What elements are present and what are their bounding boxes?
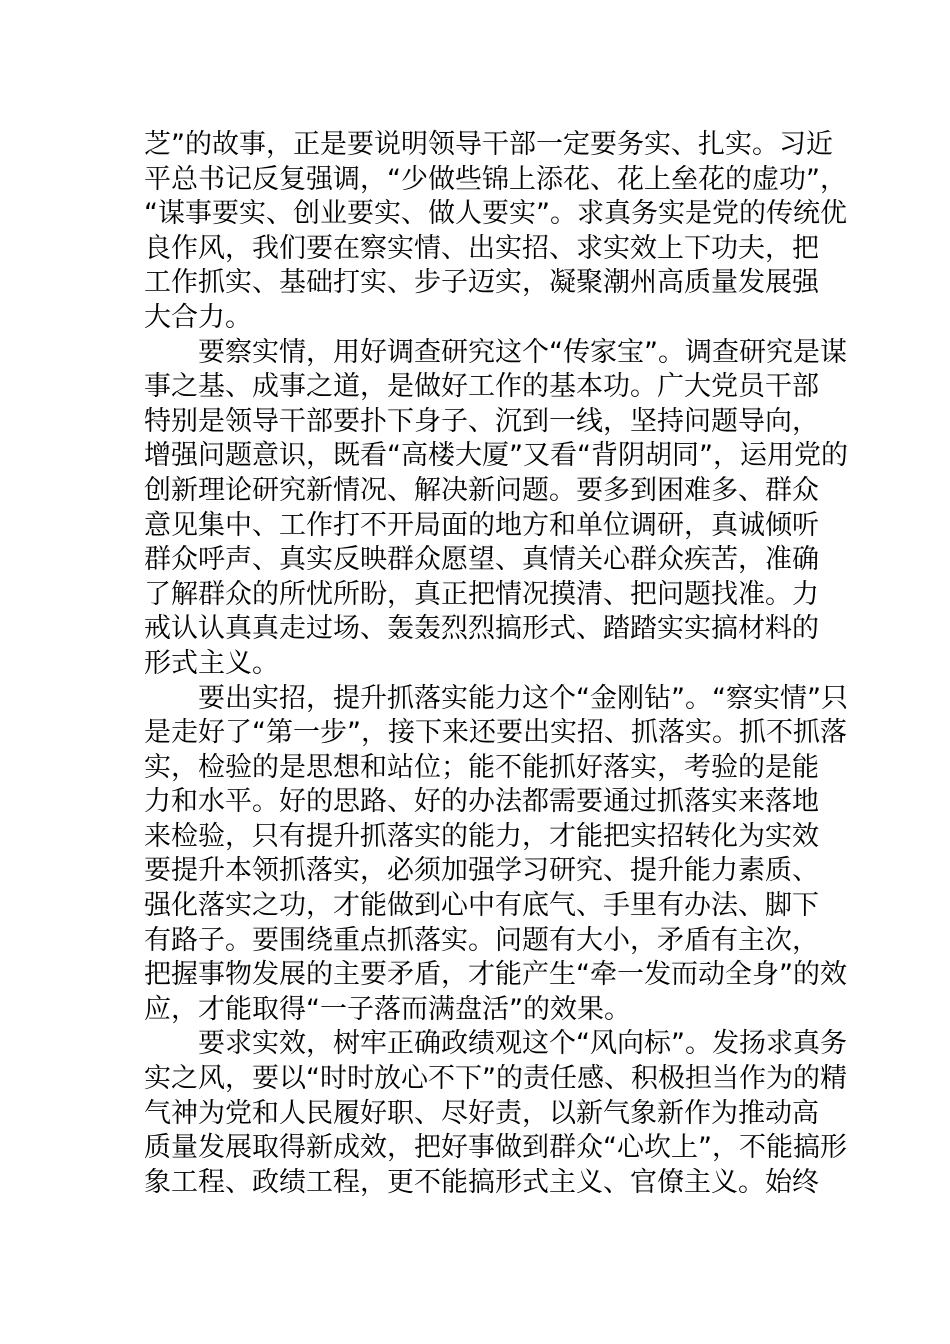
text-line: 实之风，要以“时时放心不下”的责任感、积极担当作为的精 [144, 1063, 847, 1095]
text-line: 强化落实之功，才能做到心中有底气、手里有办法、脚下 [144, 890, 819, 922]
text-line: 大合力。 [144, 301, 252, 333]
text-line: 事之基、成事之道，是做好工作的基本功。广大党员干部 [144, 371, 819, 403]
text-line: 力和水平。好的思路、好的办法都需要通过抓落实来落地 [144, 786, 819, 818]
text-line: 实，检验的是思想和站位；能不能抓好落实，考验的是能 [144, 751, 819, 783]
text-line: 要提升本领抓落实，必须加强学习研究、提升能力素质、 [144, 855, 819, 887]
text-line: 象工程、政绩工程，更不能搞形式主义、官僚主义。始终 [144, 1166, 819, 1198]
paragraph-4 [144, 1027, 847, 1200]
text-line: “谋事要实、创业要实、做人要实”。求真务实是党的传统优 [144, 198, 847, 230]
document-body [144, 128, 848, 1200]
text-line: 了解群众的所忧所盼，真正把情况摸清、把问题找准。力 [144, 578, 819, 610]
text-line: 把握事物发展的主要矛盾，才能产生“牵一发而动全身”的效 [144, 959, 847, 991]
text-line: 要求实效，树牢正确政绩观这个“风向标”。发扬求真务 [198, 1028, 847, 1060]
text-line: 群众呼声、真实反映群众愿望、真情关心群众疾苦，准确 [144, 544, 819, 576]
text-line: 平总书记反复强调，“少做些锦上添花、花上垒花的虚功”， [144, 163, 847, 195]
text-line: 创新理论研究新情况、解决新问题。要多到困难多、群众 [144, 474, 819, 506]
text-line: 要察实情，用好调查研究这个“传家宝”。调查研究是谋 [198, 336, 847, 368]
paragraph-2 [144, 336, 848, 682]
text-line: 有路子。要围绕重点抓落实。问题有大小，矛盾有主次， [144, 924, 819, 956]
text-line: 形式主义。 [144, 647, 279, 679]
text-line: 来检验，只有提升抓落实的能力，才能把实招转化为实效 [144, 820, 819, 852]
text-line: 要出实招，提升抓落实能力这个“金刚钻”。“察实情”只 [198, 682, 848, 714]
paragraph-3 [144, 682, 848, 1028]
text-line: 质量发展取得新成效，把好事做到群众“心坎上”，不能搞形 [144, 1132, 847, 1164]
paragraph-1 [144, 128, 847, 336]
text-line: 增强问题意识，既看“高楼大厦”又看“背阴胡同”，运用党的 [144, 440, 848, 472]
text-line: 意见集中、工作打不开局面的地方和单位调研，真诚倾听 [144, 509, 819, 541]
text-line: 芝”的故事，正是要说明领导干部一定要务实、扎实。习近 [144, 129, 833, 160]
text-line: 良作风，我们要在察实情、出实招、求实效上下功夫，把 [144, 232, 819, 264]
text-line: 是走好了“第一步”，接下来还要出实招、抓落实。抓不抓落 [144, 717, 847, 749]
text-line: 应，才能取得“一子落而满盘活”的效果。 [144, 993, 631, 1025]
text-line: 气神为党和人民履好职、尽好责，以新气象新作为推动高 [144, 1097, 819, 1129]
text-line: 工作抓实、基础打实、步子迈实，凝聚潮州高质量发展强 [144, 267, 819, 299]
text-line: 特别是领导干部要扑下身子、沉到一线，坚持问题导向， [144, 405, 819, 437]
text-line: 戒认认真真走过场、轰轰烈烈搞形式、踏踏实实搞材料的 [144, 613, 819, 645]
